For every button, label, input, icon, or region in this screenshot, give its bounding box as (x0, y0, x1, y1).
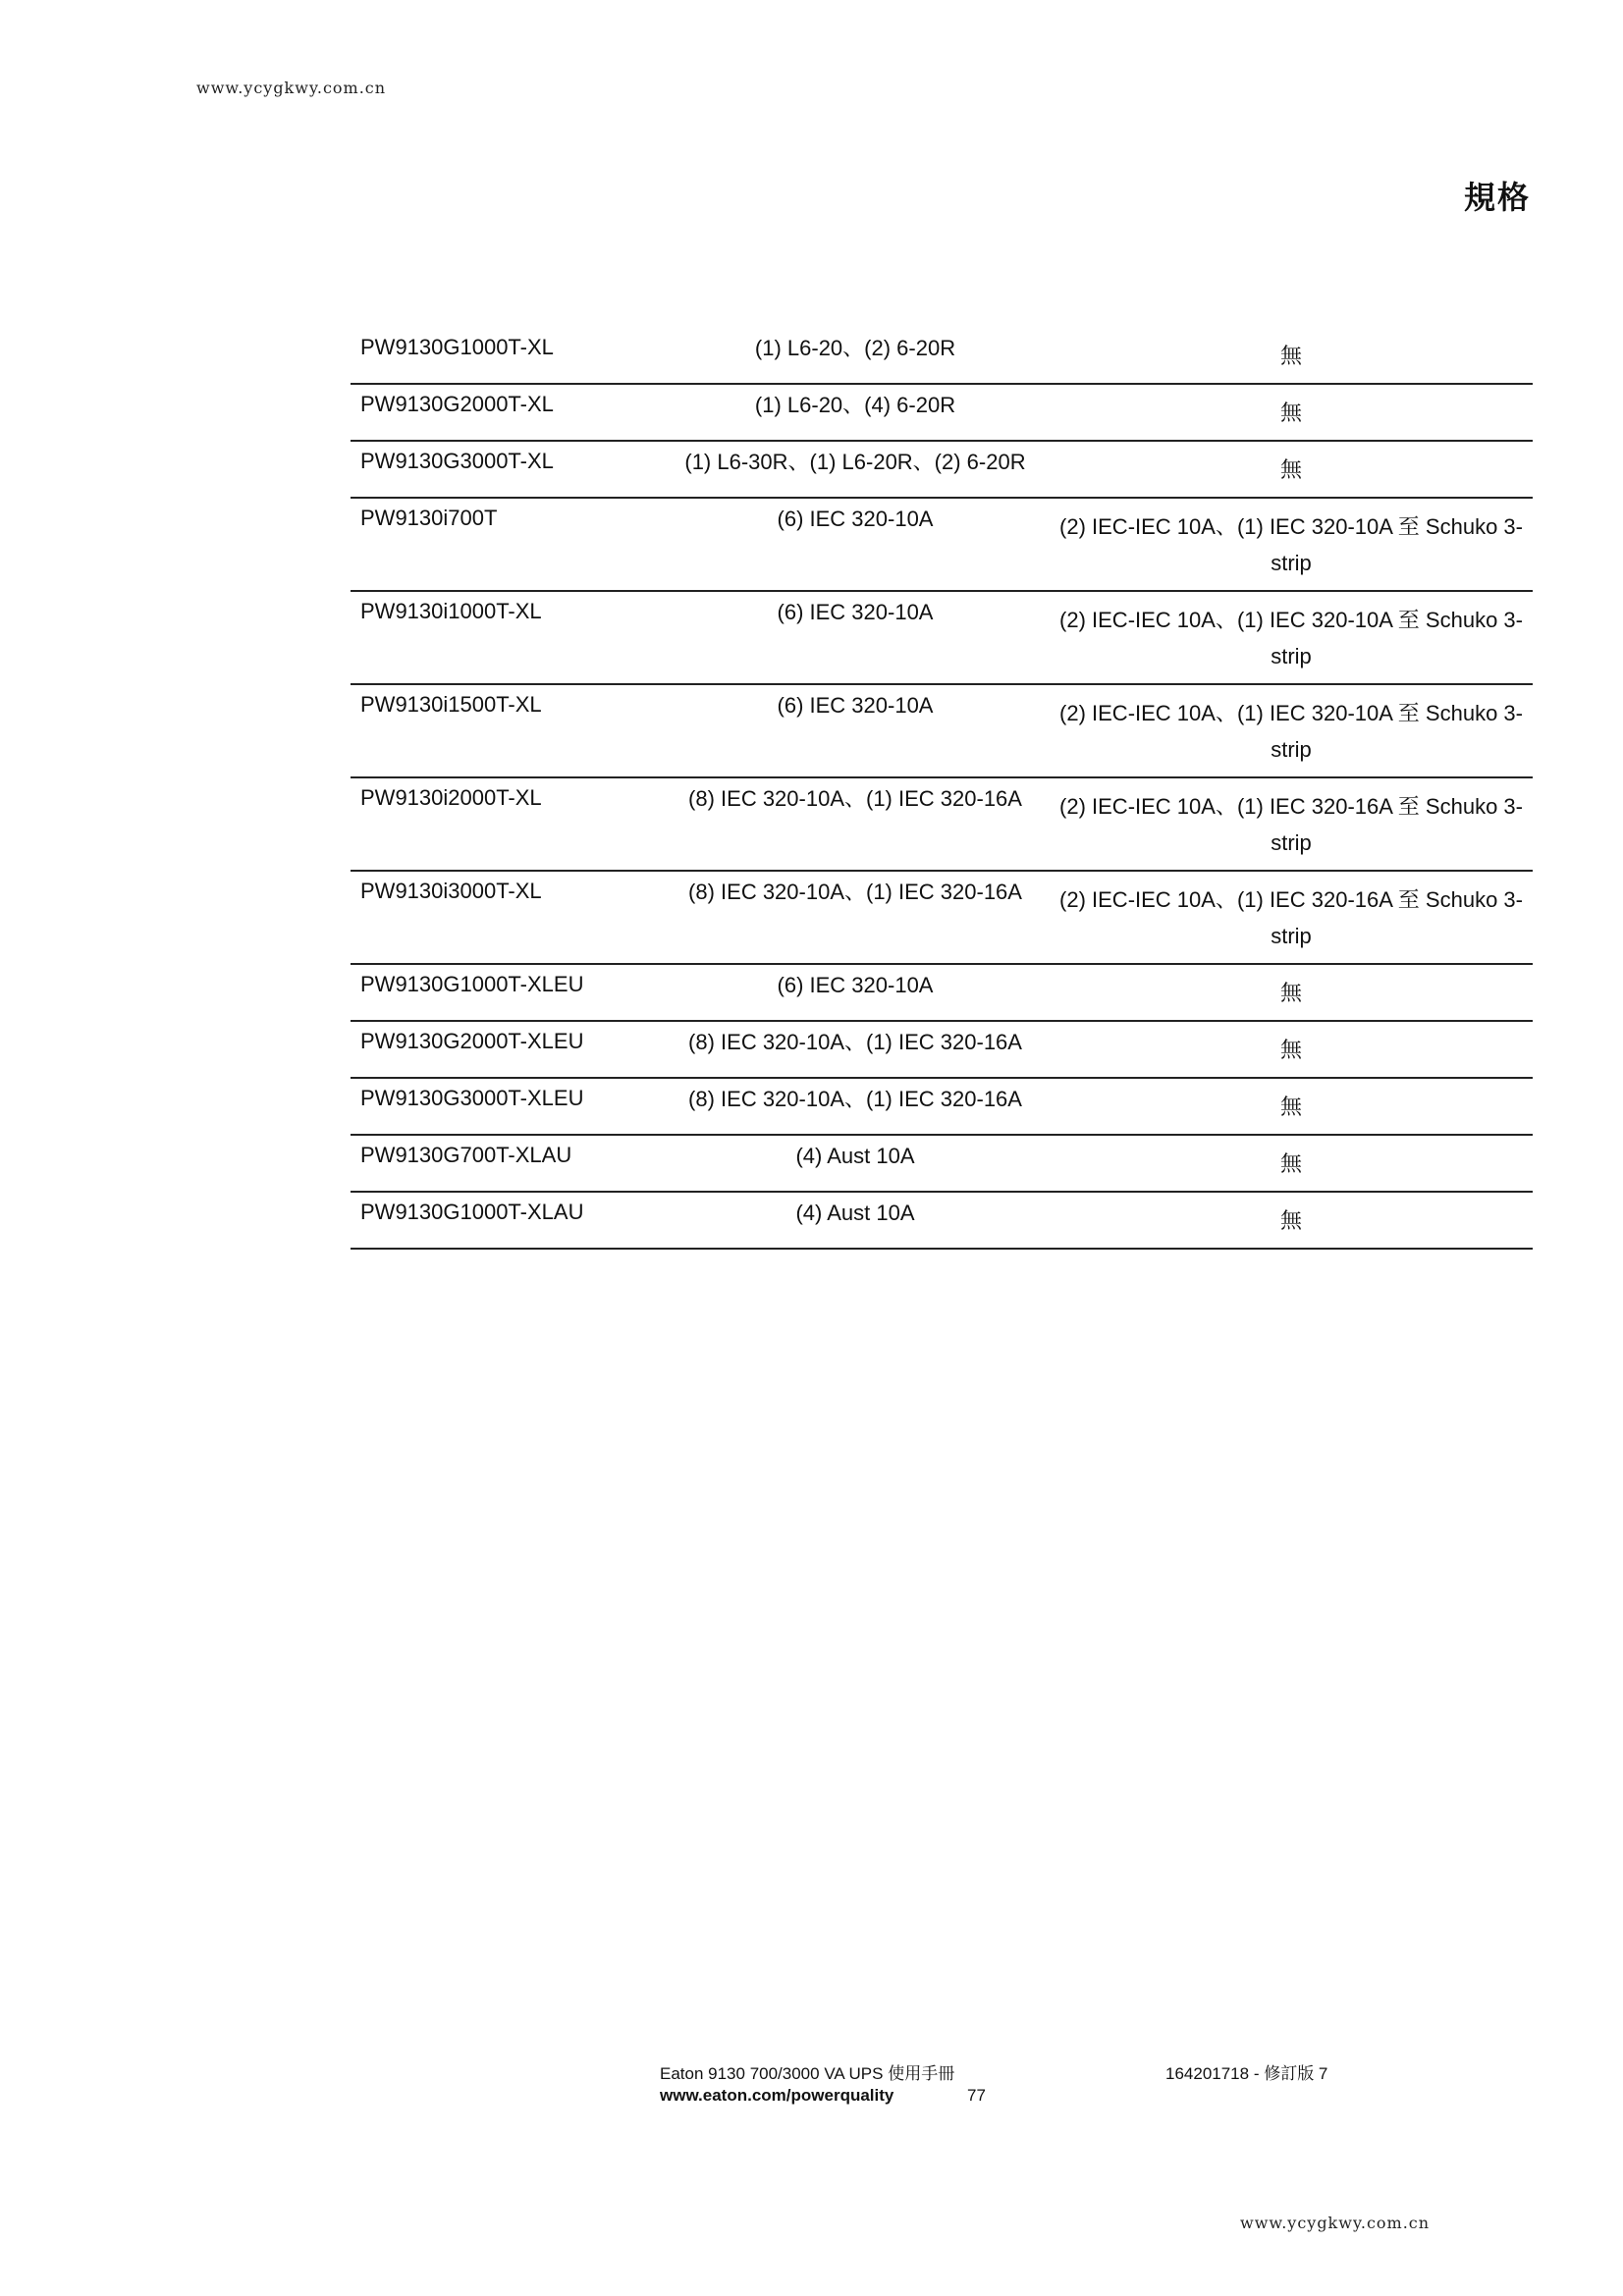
model-cell: PW9130i1500T-XL (351, 684, 661, 777)
spec-table (351, 328, 1533, 1250)
footer-doc-number: 164201718 - 修訂版 7 (1165, 2064, 1328, 2083)
outputs-cell: (8) IEC 320-10A、(1) IEC 320-16A (661, 777, 1050, 871)
model-cell: PW9130G2000T-XLEU (351, 1021, 661, 1078)
watermark-bottom: www.ycygkwy.com.cn (1240, 2214, 1431, 2232)
outputs-cell: (4) Aust 10A (661, 1135, 1050, 1192)
model-cell: PW9130i2000T-XL (351, 777, 661, 871)
model-cell: PW9130G1000T-XLEU (351, 964, 661, 1021)
outputs-cell: (6) IEC 320-10A (661, 964, 1050, 1021)
extra-cell: 無 (1050, 441, 1533, 498)
table-row (351, 1021, 1533, 1078)
model-cell: PW9130G2000T-XL (351, 384, 661, 441)
extra-cell: (2) IEC-IEC 10A、(1) IEC 320-10A 至 Schuko 3-strip (1050, 591, 1533, 684)
table-row (351, 684, 1533, 777)
table-row (351, 591, 1533, 684)
footer-url-link[interactable]: www.eaton.com/powerquality (660, 2086, 894, 2105)
table-row (351, 384, 1533, 441)
outputs-cell: (1) L6-30R、(1) L6-20R、(2) 6-20R (661, 441, 1050, 498)
model-cell: PW9130G1000T-XL (351, 328, 661, 384)
table-row (351, 498, 1533, 591)
model-cell: PW9130i700T (351, 498, 661, 591)
extra-cell: 無 (1050, 384, 1533, 441)
outputs-cell: (6) IEC 320-10A (661, 498, 1050, 591)
outputs-cell: (8) IEC 320-10A、(1) IEC 320-16A (661, 1021, 1050, 1078)
outputs-cell: (1) L6-20、(4) 6-20R (661, 384, 1050, 441)
extra-cell: 無 (1050, 1192, 1533, 1249)
extra-cell: (2) IEC-IEC 10A、(1) IEC 320-16A 至 Schuko 3-strip (1050, 871, 1533, 964)
model-cell: PW9130G1000T-XLAU (351, 1192, 661, 1249)
table-row (351, 777, 1533, 871)
extra-cell: (2) IEC-IEC 10A、(1) IEC 320-10A 至 Schuko 3-strip (1050, 498, 1533, 591)
spec-table-body (351, 328, 1533, 1249)
table-row (351, 1078, 1533, 1135)
outputs-cell: (8) IEC 320-10A、(1) IEC 320-16A (661, 1078, 1050, 1135)
model-cell: PW9130G700T-XLAU (351, 1135, 661, 1192)
watermark-top: www.ycygkwy.com.cn (196, 79, 387, 97)
table-row (351, 328, 1533, 384)
table-row (351, 1135, 1533, 1192)
model-cell: PW9130G3000T-XLEU (351, 1078, 661, 1135)
model-cell: PW9130i3000T-XL (351, 871, 661, 964)
extra-cell: 無 (1050, 964, 1533, 1021)
extra-cell: 無 (1050, 328, 1533, 384)
outputs-cell: (4) Aust 10A (661, 1192, 1050, 1249)
outputs-cell: (8) IEC 320-10A、(1) IEC 320-16A (661, 871, 1050, 964)
section-title: 規格 (1463, 179, 1531, 216)
extra-cell: 無 (1050, 1078, 1533, 1135)
extra-cell: 無 (1050, 1135, 1533, 1192)
extra-cell: 無 (1050, 1021, 1533, 1078)
page-number: 77 (967, 2086, 986, 2105)
table-row (351, 1192, 1533, 1249)
extra-cell: (2) IEC-IEC 10A、(1) IEC 320-16A 至 Schuko 3-strip (1050, 777, 1533, 871)
outputs-cell: (6) IEC 320-10A (661, 684, 1050, 777)
table-row (351, 964, 1533, 1021)
model-cell: PW9130G3000T-XL (351, 441, 661, 498)
outputs-cell: (6) IEC 320-10A (661, 591, 1050, 684)
outputs-cell: (1) L6-20、(2) 6-20R (661, 328, 1050, 384)
model-cell: PW9130i1000T-XL (351, 591, 661, 684)
table-row (351, 441, 1533, 498)
footer-manual-title: Eaton 9130 700/3000 VA UPS 使用手冊 (660, 2064, 955, 2083)
extra-cell: (2) IEC-IEC 10A、(1) IEC 320-10A 至 Schuko 3-strip (1050, 684, 1533, 777)
table-row (351, 871, 1533, 964)
